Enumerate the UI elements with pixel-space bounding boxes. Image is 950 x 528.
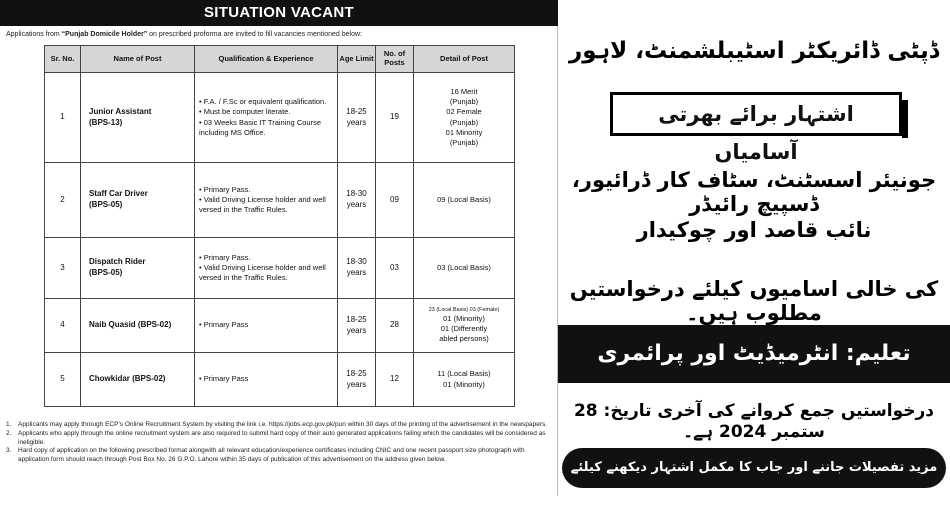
cell-detail	[414, 163, 515, 238]
urdu-posts-line: جونیئر اسسٹنٹ، سٹاف کار ڈرائیور، ڈسپیچ رائیڈر	[571, 168, 937, 216]
qualification-item: • Primary Pass	[199, 374, 337, 384]
table-row	[45, 163, 515, 238]
cell-age: 18-30 years	[338, 238, 376, 299]
header-sr: Sr. No.	[45, 46, 81, 73]
cell-posts: 28	[376, 299, 414, 353]
cell-age: 18-25 years	[338, 353, 376, 407]
cell-qualification	[195, 353, 338, 407]
ad-intro	[6, 31, 554, 38]
detail-line: (Punjab)	[449, 137, 479, 147]
note-item	[6, 421, 554, 430]
cell-sr: 4	[45, 299, 81, 353]
detail-line: 01 Minority	[445, 127, 483, 137]
header-age: Age Limit	[338, 46, 376, 73]
detail-line: 09 (Local Basis)	[437, 194, 491, 204]
note-text: Applicants may apply through ECP’s Online Recruitment System by visiting the link i.e. https://jobs.ecp.gov.pk/pun within 30 days of the printing of the advertisement in the newspapers.	[18, 421, 548, 428]
detail-line: 01 (Minority)	[443, 314, 485, 324]
post-name: Dispatch Rider	[89, 257, 146, 267]
cell-detail	[414, 73, 515, 163]
cell-posts: 19	[376, 73, 414, 163]
cell-qualification	[195, 163, 338, 238]
cell-post	[81, 238, 195, 299]
table-row	[45, 299, 515, 353]
note-item	[6, 430, 554, 448]
cell-qualification	[195, 299, 338, 353]
note-item	[6, 447, 554, 465]
intro-suffix: on prescribed proforma are invited to fill vacancies mentioned below:	[147, 31, 362, 38]
note-number: 1.	[6, 421, 12, 428]
intro-prefix: Applications from	[6, 31, 62, 38]
notes-list	[6, 421, 554, 465]
header-post: Name of Post	[81, 46, 195, 73]
qualification-item: • Primary Pass	[199, 320, 337, 330]
post-name: Junior Assistant	[89, 106, 152, 116]
cell-posts: 12	[376, 353, 414, 407]
cell-post	[81, 163, 195, 238]
cell-posts: 03	[376, 238, 414, 299]
cell-posts: 09	[376, 163, 414, 238]
note-number: 3.	[6, 447, 12, 455]
post-name: Staff Car Driver	[89, 189, 148, 199]
cell-sr: 3	[45, 238, 81, 299]
qualification-item: • Primary Pass.	[199, 253, 337, 263]
header-qualification: Qualification & Experience	[195, 46, 338, 73]
cell-detail	[414, 238, 515, 299]
detail-line: 11 (Local Basis)	[437, 369, 491, 379]
detail-line: (Punjab)	[449, 117, 479, 127]
vacancy-table	[44, 45, 515, 407]
cell-age: 18-25 years	[338, 299, 376, 353]
urdu-required-line: کی خالی اسامیوں کیلئے درخواستیں مطلوب ہیں۔	[569, 277, 939, 325]
ad-title: SITUATION VACANT	[0, 0, 558, 26]
table-row	[45, 238, 515, 299]
cell-sr: 2	[45, 163, 81, 238]
cell-sr: 5	[45, 353, 81, 407]
table-row	[45, 353, 515, 407]
qualification-item: • Valid Driving License holder and well versed in the Traffic Rules.	[199, 195, 337, 215]
urdu-heading: ڈپٹی ڈائریکٹر اسٹیبلشمنٹ، لاہور	[569, 38, 939, 64]
qualification-item: • 03 Weeks Basic IT Training Course including MS Office.	[199, 118, 337, 138]
detail-line: 16 Merit	[450, 87, 478, 97]
post-bps: (BPS-05)	[89, 268, 123, 277]
cell-post	[81, 299, 195, 353]
table-header-row	[45, 46, 515, 73]
detail-line: abled persons)	[439, 334, 489, 344]
urdu-education-band: تعلیم: انٹرمیڈیٹ اور پرائمری	[558, 325, 950, 383]
cell-post	[81, 73, 195, 163]
cell-age: 18-25 years	[338, 73, 376, 163]
cell-detail	[414, 299, 515, 353]
note-number: 2.	[6, 429, 12, 437]
note-text: Applicants who apply through the online recruitment system are also required to submit hard copy of their auto generated applications failing which the candidates will be considered as ineligible.	[18, 429, 546, 446]
detail-line: 01 (Minority)	[443, 379, 485, 389]
detail-line: 01 (Differently	[440, 324, 488, 334]
header-detail: Detail of Post	[414, 46, 515, 73]
header-posts: No. of Posts	[376, 46, 414, 73]
table-row	[45, 73, 515, 163]
cell-detail	[414, 353, 515, 407]
intro-bold: “Punjab Domicile Holder”	[61, 31, 148, 38]
urdu-click-button[interactable]: مزید تفصیلات جاننے اور جاب کا مکمل اشتہار دیکھنے کیلئے ابھی کلک کیجئے۔	[562, 448, 946, 488]
urdu-posts-line-2: نائب قاصد اور چوکیدار	[636, 218, 872, 242]
detail-small: 23 (Local Basis) 03 (Female)	[428, 306, 500, 313]
cell-sr: 1	[45, 73, 81, 163]
urdu-ad-box: اشتہار برائے بھرتی آسامیاں	[610, 92, 902, 136]
post-bps: (BPS-05)	[89, 200, 123, 209]
note-text: Hard copy of application on the following prescribed format alongwith all relevant education/experience certificates including CNIC and one recent passport size photograph with application form should reach through Post Box No. 26 G.P.O. Lahore within 35 days of publication of this advertisement on the address given below.	[18, 447, 525, 464]
urdu-deadline: درخواستیں جمع کروانے کی آخری تاریخ: 28 ستمبر 2024 ہے۔	[573, 401, 935, 442]
post-name: Chowkidar (BPS-02)	[89, 374, 166, 384]
detail-line: 03 (Local Basis)	[437, 262, 491, 272]
qualification-item: • Must be computer literate.	[199, 107, 337, 117]
post-name: Naib Quasid (BPS-02)	[89, 320, 172, 330]
urdu-panel	[558, 0, 950, 515]
detail-line: 02 Female	[446, 107, 482, 117]
qualification-item: • Primary Pass.	[199, 185, 337, 195]
detail-line: (Punjab)	[449, 97, 479, 107]
post-bps: (BPS-13)	[89, 117, 123, 127]
cell-qualification	[195, 73, 338, 163]
cell-qualification	[195, 238, 338, 299]
cell-post	[81, 353, 195, 407]
qualification-item: • Valid Driving License holder and well versed in the Traffic Rules.	[199, 263, 337, 283]
cell-age: 18-30 years	[338, 163, 376, 238]
qualification-item: • F.A. / F.Sc or equivalent qualification.	[199, 97, 337, 107]
